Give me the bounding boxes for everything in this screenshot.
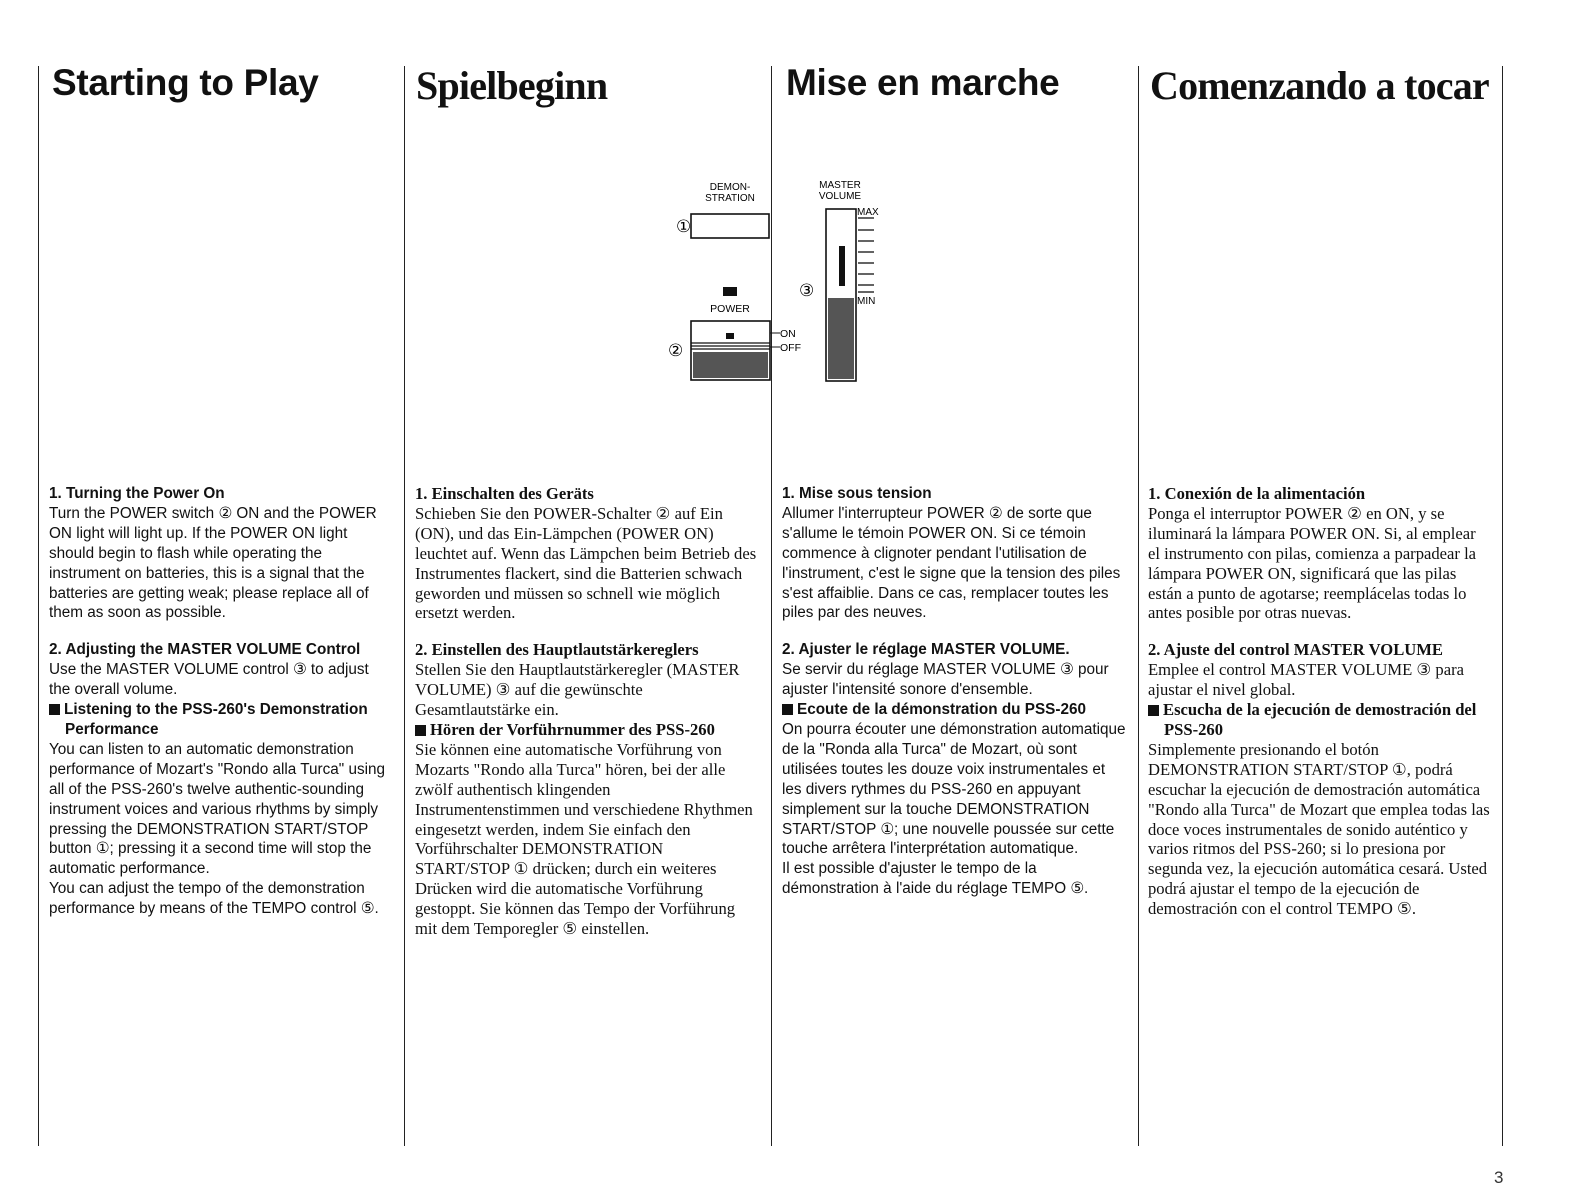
subsection-heading — [415, 720, 759, 740]
on-label: ON — [780, 328, 796, 340]
paragraph: Turn the POWER switch ② ON and the POWER ON light will light up. If the POWER ON light should begin to flash while operating the instrument on batteries, this is a signal that the batteries are getting weak; please replace all of them as soon as possible. — [49, 504, 377, 622]
subsection-heading-text: Ecoute de la démonstration du PSS-260 — [797, 701, 1087, 719]
power-label: POWER — [710, 303, 750, 315]
column-german — [415, 484, 759, 939]
divider-line — [38, 66, 39, 1146]
paragraph: You can adjust the tempo of the demonstration performance by means of the TEMPO control ⑤. — [49, 880, 379, 918]
section-heading: 2. Einstellen des Hauptlautstärkereglers — [415, 640, 699, 660]
callout-3: ③ — [799, 281, 815, 300]
divider-line — [404, 66, 405, 1146]
section-heading: 2. Ajuster le réglage MASTER VOLUME. — [782, 641, 1070, 659]
master-volume-label: MASTER — [819, 180, 861, 191]
paragraph: You can listen to an automatic demonstration performance of Mozart's "Rondo alla Turca" using all of the PSS-260's twelve authentic-sounding instrument voices and various rhythms by simply pressing the DEMONSTRATION START/STOP button ①; pressing it a second time will stop the automatic performance. — [49, 740, 386, 878]
master-volume-knob-track — [839, 246, 845, 286]
paragraph: Allumer l'interrupteur POWER ② de sorte que s'allume le témoin POWER ON. Si ce témoin commence à clignoter pendant l'utilisation de l'instrument, c'est le signe que la tension des piles s'est affaiblie. Dans ce cas, remplacer toutes les piles par des neuves. — [782, 504, 1121, 622]
title-english: Starting to Play — [52, 62, 319, 103]
paragraph: Se servir du réglage MASTER VOLUME ③ pour ajuster l'intensité sonore d'ensemble. — [782, 661, 1109, 699]
max-label: MAX — [857, 207, 879, 218]
callout-1: ① — [676, 217, 692, 236]
section-heading: 2. Adjusting the MASTER VOLUME Control — [49, 641, 361, 659]
divider-line — [1502, 66, 1503, 1146]
section-heading: 1. Einschalten des Geräts — [415, 484, 594, 503]
master-volume-label: VOLUME — [818, 191, 862, 202]
demonstration-label: DEMON- — [709, 182, 751, 193]
power-switch-grip — [693, 352, 768, 378]
title-german: Spielbeginn — [416, 63, 608, 108]
demonstration-label: STRATION — [705, 193, 755, 204]
master-volume-slider-grip — [828, 298, 854, 379]
section-heading: 1. Mise sous tension — [782, 485, 932, 502]
off-label: OFF — [780, 342, 801, 354]
paragraph: Sie können eine automatische Vorführung von Mozarts "Rondo alla Turca" hören, bei der alle zwölf authentisch klingenden Instrumentenstimmen und verschiedene Rhythmen eingesetzt werden, indem Sie einfach den Vorführschalter DEMONSTRATION START/STOP ① drücken; durch ein weiteres Drücken wird die automatische Vorführung gestoppt. Sie können das Tempo der Vorführung mit dem Temporegler ⑤ einstellen. — [415, 739, 753, 939]
subsection-heading — [782, 700, 1126, 720]
control-panel-diagram — [640, 170, 900, 390]
power-switch-knob — [726, 333, 734, 339]
paragraph: Stellen Sie den Hauptlautstärkeregler (MASTER VOLUME) ③ auf die gewünschte Gesamtlautstärke ein. — [415, 660, 740, 720]
paragraph: Simplemente presionando el botón DEMONSTRATION START/STOP ①, podrá escuchar la ejecución de demostración automática "Rondo alla Turca" de Mozart que emplea todas las doce voces instrumentales de sonido auténtico y varios ritmos del PSS-260; si lo presiona por segunda vez, la ejecución automática cesará. Usted podrá ajustar el tempo de la ejecución de demostración con el control TEMPO ⑤. — [1148, 739, 1490, 919]
paragraph: Il est possible d'ajuster le tempo de la démonstration à l'aide du réglage TEMPO ⑤. — [782, 860, 1089, 898]
bullet-square-icon — [1148, 705, 1159, 716]
demonstration-button — [691, 214, 769, 238]
subsection-heading-text: Hören der Vorführnummer des PSS-260 — [430, 719, 715, 739]
subsection-heading — [49, 700, 391, 740]
column-english — [49, 484, 391, 919]
paragraph: On pourra écouter une démonstration automatique de la "Ronda alla Turca" de Mozart, où sont utilisées toutes les douze voix instrumentales et les divers rythmes du PSS-260 en appuyant simplement sur la touche DEMONSTRATION START/STOP ①; une nouvelle poussée sur cette touche arrêtera l'interprétation automatique. — [782, 720, 1126, 858]
bullet-square-icon — [415, 725, 426, 736]
page-number: 3 — [1494, 1168, 1504, 1187]
paragraph: Emplee el control MASTER VOLUME ③ para ajustar el nivel global. — [1148, 660, 1464, 700]
title-spanish: Comenzando a tocar — [1150, 63, 1489, 108]
section-heading: 1. Conexión de la alimentación — [1148, 484, 1366, 503]
volume-scale — [858, 218, 874, 292]
paragraph: Schieben Sie den POWER-Schalter ② auf Ein (ON), und das Ein-Lämpchen (POWER ON) leuchtet auf. Wenn das Lämpchen beim Betrieb des Instrumentes flackert, sind die Batterien schwach geworden und müssen so schnell wie möglich ersetzt werden. — [415, 503, 757, 623]
paragraph: Use the MASTER VOLUME control ③ to adjust the overall volume. — [49, 661, 369, 699]
section-heading: 1. Turning the Power On — [49, 485, 225, 502]
subsection-heading-text: Escucha de la ejecución de demostración del PSS-260 — [1163, 700, 1477, 739]
subsection-heading-text: Listening to the PSS-260's Demonstration Performance — [64, 701, 368, 738]
divider-line — [1138, 66, 1139, 1146]
bullet-square-icon — [782, 704, 793, 715]
section-heading: 2. Ajuste del control MASTER VOLUME — [1148, 640, 1443, 660]
column-french — [782, 484, 1126, 899]
callout-2: ② — [668, 341, 684, 360]
paragraph: Ponga el interruptor POWER ② en ON, y se iluminará la lámpara POWER ON. Si, al emplear el instrumento con pilas, comienza a parpadear la lámpara POWER ON, significará que las pilas están a punto de agotarse; reemplácelas todas lo antes posible por otras nuevas. — [1148, 503, 1477, 623]
min-label: MIN — [857, 296, 876, 307]
column-spanish — [1148, 484, 1490, 919]
title-french: Mise en marche — [786, 62, 1060, 103]
bullet-square-icon — [49, 704, 60, 715]
subsection-heading — [1148, 700, 1490, 740]
power-on-lamp — [723, 287, 737, 296]
